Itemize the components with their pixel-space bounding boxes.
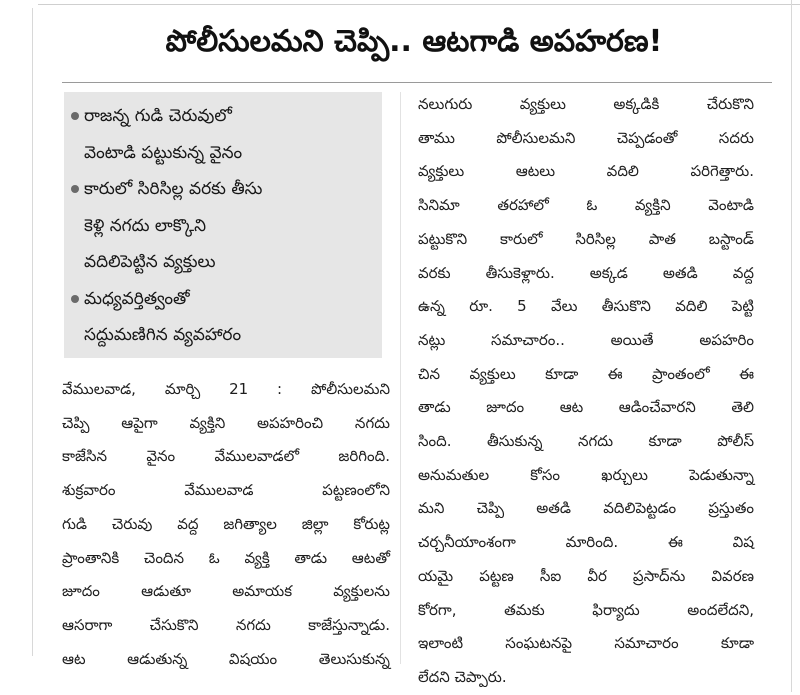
right-border-rule bbox=[791, 0, 792, 692]
body-text-line: ఉన్న రూ. 5 వేలు తీసుకొని వదిలి పెట్టి bbox=[418, 297, 754, 316]
highlight-line bbox=[84, 135, 374, 172]
body-text-line: గుడి చెరువు వద్ద జగిత్యాల జిల్లా కోరుట్ల bbox=[62, 514, 390, 533]
highlight-line bbox=[84, 208, 374, 245]
highlight-text: వెంటాడి పట్టుకున్న వైనం bbox=[84, 142, 243, 163]
highlight-line bbox=[84, 317, 374, 354]
highlight-text: కెళ్లి నగదు లాక్కొని bbox=[84, 215, 207, 236]
highlight-text: వదిలిపెట్టిన వ్యక్తులు bbox=[84, 252, 216, 272]
highlight-text: కారులో సిరిసిల్ల వరకు తీసు bbox=[84, 179, 263, 199]
body-text-line: జూదం ఆడుతూ అమాయక వ్యక్తులను bbox=[62, 582, 390, 601]
left-border-rule bbox=[32, 8, 33, 656]
highlight-text: మధ్యవర్తిత్వంతో bbox=[84, 288, 190, 309]
body-text-line: పట్టుకొని కారులో సిరిసిల్ల పాత బస్టాండ్ bbox=[418, 229, 754, 248]
body-text-line: ఇలాంటి సంఘటనపై సమాచారం కూడా bbox=[418, 634, 754, 653]
highlight-line bbox=[84, 98, 374, 135]
article-column-right bbox=[418, 88, 754, 695]
body-text-line: తాడు జూదం ఆట ఆడించేవారని తెలి bbox=[418, 398, 754, 417]
body-text-line: ఆసరాగా చేసుకొని నగదు కాజేస్తున్నాడు. bbox=[62, 615, 390, 634]
article-column-left bbox=[62, 373, 390, 676]
body-text-line: ప్రాంతానికి చెందిన ఓ వ్యక్తి తాడు ఆటతో bbox=[62, 548, 390, 567]
headline: పోలీసులమని చెప్పి.. ఆటగాడి అపహరణ! bbox=[165, 24, 663, 59]
body-text-line: నలుగురు వ్యక్తులు అక్కడికి చేరుకొని bbox=[418, 95, 754, 113]
body-text-line: సినిమా తరహాలో ఓ వ్యక్తిని వెంటాడి bbox=[418, 196, 754, 215]
bullet-icon bbox=[71, 112, 79, 120]
top-border-rule bbox=[38, 4, 800, 5]
highlight-text: సద్దుమణిగిన వ్యవహారం bbox=[84, 325, 242, 345]
body-text-line: వేములవాడ, మార్చి 21 : పోలీసులమని bbox=[62, 380, 390, 398]
body-text-line: వ్యక్తులు ఆటలు వదిలి పరిగెత్తారు. bbox=[418, 162, 754, 181]
highlight-line bbox=[84, 281, 374, 318]
body-text-line: ఆట ఆడుతున్న విషయం తెలుసుకున్న bbox=[62, 649, 390, 668]
body-text-line: చర్చనీయాంశంగా మారింది. ఈ విష bbox=[418, 533, 754, 552]
body-text-line: యమై పట్టణ సీఐ వీర ప్రసాద్‌ను వివరణ bbox=[418, 566, 754, 585]
body-text-line: కాజేసిన వైనం వేములవాడలో జరిగింది. bbox=[62, 447, 390, 466]
body-text-line: మని చెప్పి అతడి వదిలిపెట్టడం ప్రస్తుతం bbox=[418, 499, 754, 518]
highlights-box bbox=[64, 92, 382, 358]
bullet-icon bbox=[71, 295, 79, 303]
highlight-line bbox=[84, 244, 374, 281]
highlight-line bbox=[84, 171, 374, 208]
body-text-line: చిన వ్యక్తులు కూడా ఈ ప్రాంతంలో ఈ bbox=[418, 364, 754, 383]
body-text-line: తాము పోలీసులమని చెప్పడంతో సదరు bbox=[418, 128, 754, 147]
headline-rule bbox=[62, 82, 772, 83]
body-text-line: కోరగా, తమకు ఫిర్యాదు అందలేదని, bbox=[418, 600, 754, 619]
bullet-icon bbox=[71, 185, 79, 193]
body-text-line: అనుమతుల కోసం ఖర్చులు పెడుతున్నా bbox=[418, 465, 754, 484]
body-text-line: వరకు తీసుకెళ్లారు. అక్కడ అతడి వద్ద bbox=[418, 263, 754, 282]
body-text-line: సింది. తీసుకున్న నగదు కూడా పోలీస్ bbox=[418, 432, 754, 451]
body-text-line: నట్లు సమాచారం.. అయితే అపహరిం bbox=[418, 330, 754, 349]
column-divider bbox=[400, 92, 401, 664]
body-text-line: చెప్పి ఆపైగా వ్యక్తిని అపహరించి నగదు bbox=[62, 413, 390, 432]
body-text-line: శుక్రవారం వేములవాడ పట్టణంలోని bbox=[62, 481, 390, 500]
highlight-text: రాజన్న గుడి చెరువులో bbox=[84, 106, 232, 126]
body-text-line: లేదని చెప్పారు. bbox=[418, 667, 507, 686]
